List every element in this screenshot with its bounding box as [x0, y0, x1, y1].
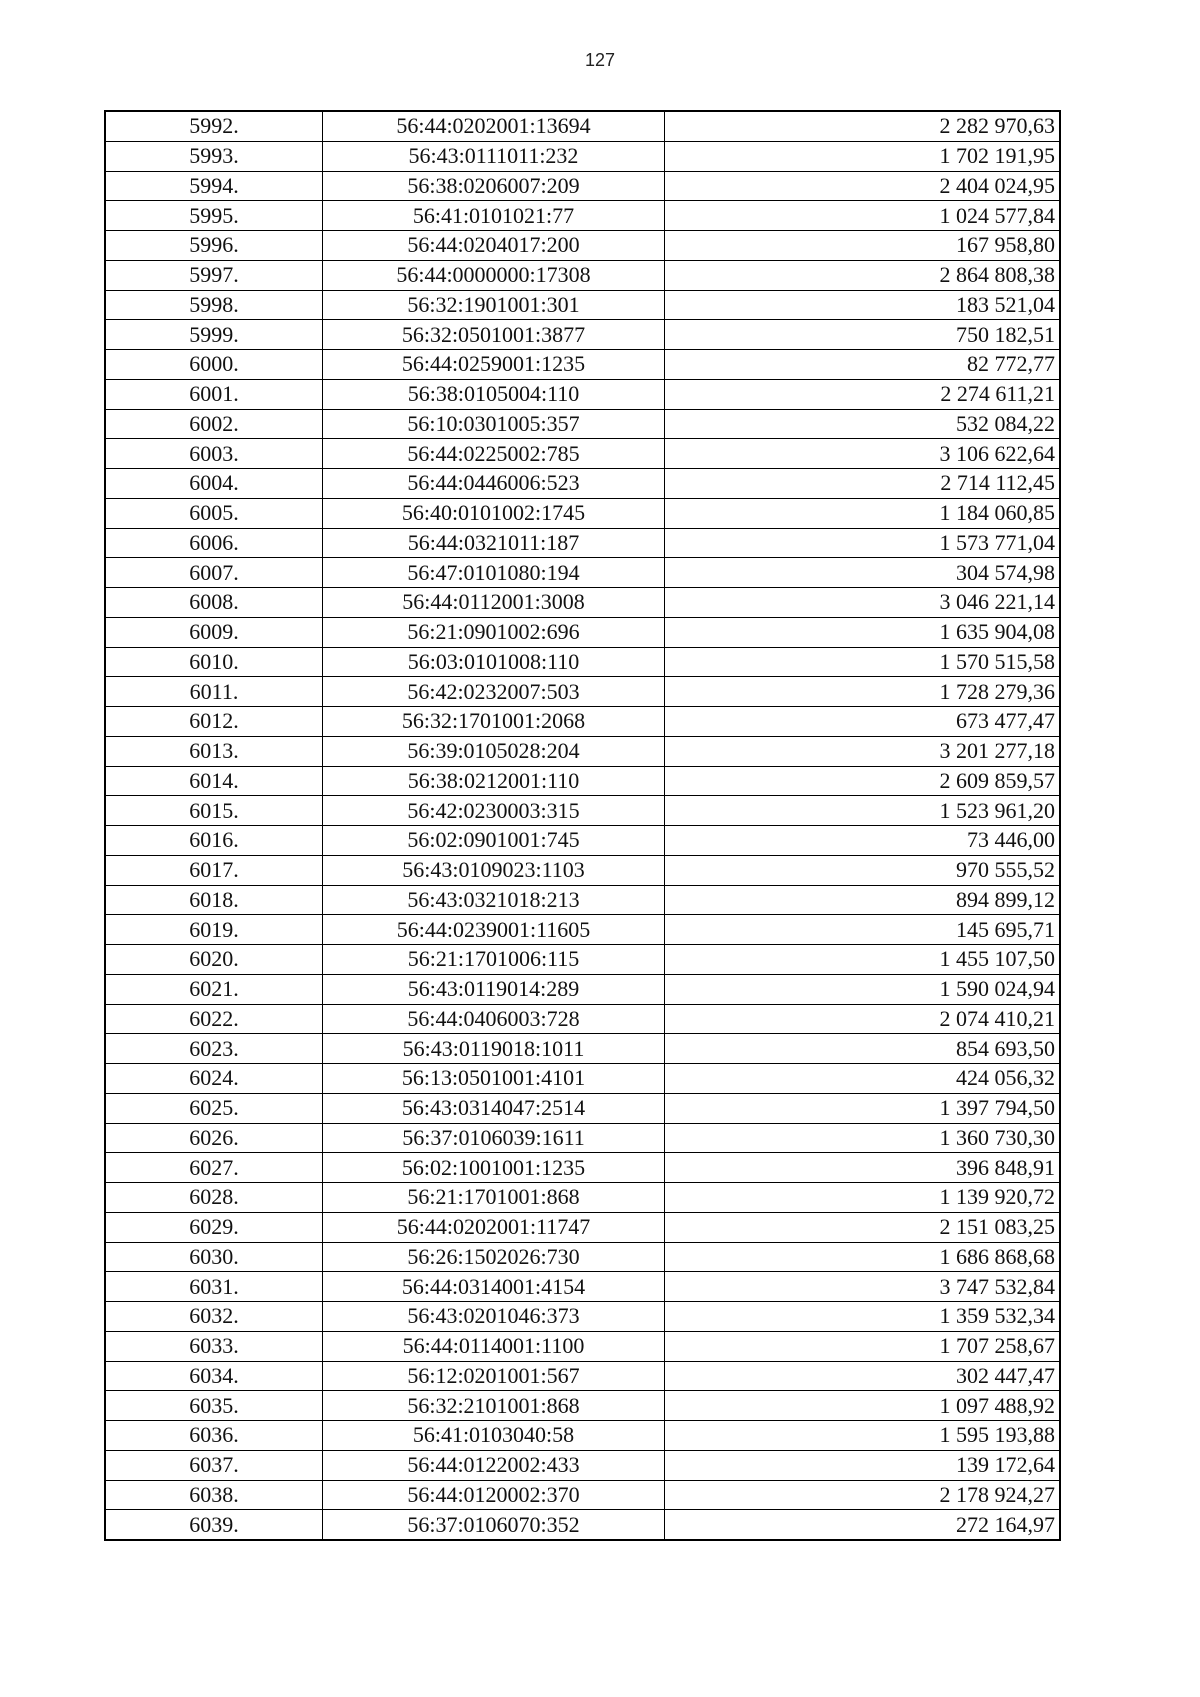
table-body [105, 111, 1060, 1540]
cadastral-value-cell: 424 056,32 [665, 1064, 1061, 1094]
row-number-cell: 6027. [105, 1153, 323, 1183]
table-row [105, 1064, 1060, 1094]
cadastral-value-cell: 1 024 577,84 [665, 201, 1061, 231]
cadastral-number-cell: 56:02:0901001:745 [323, 826, 665, 856]
cadastral-number-cell: 56:12:0201001:567 [323, 1361, 665, 1391]
cadastral-number-cell: 56:44:0314001:4154 [323, 1272, 665, 1302]
table-row [105, 1302, 1060, 1332]
row-number-cell: 5996. [105, 231, 323, 261]
table-row [105, 260, 1060, 290]
row-number-cell: 5998. [105, 290, 323, 320]
table-row [105, 945, 1060, 975]
row-number-cell: 6036. [105, 1421, 323, 1451]
table-row [105, 171, 1060, 201]
row-number-cell: 6019. [105, 915, 323, 945]
table-row [105, 439, 1060, 469]
table-row [105, 1004, 1060, 1034]
cadastral-number-cell: 56:43:0109023:1103 [323, 855, 665, 885]
cadastral-value-cell: 2 714 112,45 [665, 469, 1061, 499]
row-number-cell: 6013. [105, 736, 323, 766]
cadastral-value-cell: 1 635 904,08 [665, 617, 1061, 647]
table-row [105, 350, 1060, 380]
table-row [105, 1480, 1060, 1510]
cadastral-number-cell: 56:43:0201046:373 [323, 1302, 665, 1332]
cadastral-number-cell: 56:21:1701006:115 [323, 945, 665, 975]
cadastral-value-cell: 2 282 970,63 [665, 111, 1061, 141]
cadastral-value-cell: 1 397 794,50 [665, 1093, 1061, 1123]
cadastral-number-cell: 56:38:0105004:110 [323, 379, 665, 409]
page-number: 127 [584, 50, 616, 70]
row-number-cell: 6032. [105, 1302, 323, 1332]
cadastral-number-cell: 56:38:0212001:110 [323, 766, 665, 796]
row-number-cell: 6007. [105, 558, 323, 588]
row-number-cell: 6024. [105, 1064, 323, 1094]
cadastral-value-cell: 145 695,71 [665, 915, 1061, 945]
cadastral-number-cell: 56:21:1701001:868 [323, 1183, 665, 1213]
row-number-cell: 6010. [105, 647, 323, 677]
cadastral-number-cell: 56:38:0206007:209 [323, 171, 665, 201]
table-row [105, 320, 1060, 350]
table-row [105, 617, 1060, 647]
table-row [105, 736, 1060, 766]
row-number-cell: 6031. [105, 1272, 323, 1302]
table-row [105, 1331, 1060, 1361]
table-row [105, 111, 1060, 141]
cadastral-number-cell: 56:43:0119018:1011 [323, 1034, 665, 1064]
cadastral-number-cell: 56:44:0202001:11747 [323, 1212, 665, 1242]
cadastral-value-cell: 167 958,80 [665, 231, 1061, 261]
table-row [105, 855, 1060, 885]
cadastral-number-cell: 56:32:0501001:3877 [323, 320, 665, 350]
row-number-cell: 6034. [105, 1361, 323, 1391]
table-row [105, 1421, 1060, 1451]
table-row [105, 647, 1060, 677]
cadastral-number-cell: 56:44:0321011:187 [323, 528, 665, 558]
cadastral-number-cell: 56:37:0106039:1611 [323, 1123, 665, 1153]
row-number-cell: 6000. [105, 350, 323, 380]
cadastral-number-cell: 56:13:0501001:4101 [323, 1064, 665, 1094]
cadastral-value-cell: 1 590 024,94 [665, 974, 1061, 1004]
row-number-cell: 6020. [105, 945, 323, 975]
cadastral-number-cell: 56:43:0314047:2514 [323, 1093, 665, 1123]
table-row [105, 1391, 1060, 1421]
cadastral-value-cell: 3 747 532,84 [665, 1272, 1061, 1302]
cadastral-number-cell: 56:44:0000000:17308 [323, 260, 665, 290]
table-row [105, 558, 1060, 588]
cadastral-number-cell: 56:41:0103040:58 [323, 1421, 665, 1451]
cadastral-value-cell: 2 151 083,25 [665, 1212, 1061, 1242]
cadastral-value-cell: 304 574,98 [665, 558, 1061, 588]
row-number-cell: 6002. [105, 409, 323, 439]
table-row [105, 1242, 1060, 1272]
table-row [105, 974, 1060, 1004]
table-row [105, 498, 1060, 528]
cadastral-value-cell: 2 609 859,57 [665, 766, 1061, 796]
cadastral-number-cell: 56:43:0321018:213 [323, 885, 665, 915]
table-row [105, 201, 1060, 231]
table-row [105, 588, 1060, 618]
cadastral-number-cell: 56:32:1901001:301 [323, 290, 665, 320]
cadastral-value-cell: 1 184 060,85 [665, 498, 1061, 528]
cadastral-value-cell: 2 178 924,27 [665, 1480, 1061, 1510]
table-row [105, 409, 1060, 439]
cadastral-number-cell: 56:42:0232007:503 [323, 677, 665, 707]
row-number-cell: 6030. [105, 1242, 323, 1272]
cadastral-value-cell: 272 164,97 [665, 1510, 1061, 1540]
cadastral-number-cell: 56:44:0446006:523 [323, 469, 665, 499]
table-row [105, 707, 1060, 737]
cadastral-number-cell: 56:02:1001001:1235 [323, 1153, 665, 1183]
cadastral-number-cell: 56:42:0230003:315 [323, 796, 665, 826]
cadastral-value-cell: 1 570 515,58 [665, 647, 1061, 677]
cadastral-value-cell: 3 201 277,18 [665, 736, 1061, 766]
table-row [105, 885, 1060, 915]
cadastral-number-cell: 56:26:1502026:730 [323, 1242, 665, 1272]
table-row [105, 1123, 1060, 1153]
cadastral-value-cell: 894 899,12 [665, 885, 1061, 915]
row-number-cell: 6009. [105, 617, 323, 647]
cadastral-value-cell: 1 686 868,68 [665, 1242, 1061, 1272]
cadastral-value-cell: 970 555,52 [665, 855, 1061, 885]
row-number-cell: 6004. [105, 469, 323, 499]
cadastral-number-cell: 56:44:0114001:1100 [323, 1331, 665, 1361]
table-row [105, 1183, 1060, 1213]
row-number-cell: 6008. [105, 588, 323, 618]
cadastral-value-cell: 302 447,47 [665, 1361, 1061, 1391]
cadastral-number-cell: 56:44:0122002:433 [323, 1450, 665, 1480]
row-number-cell: 6025. [105, 1093, 323, 1123]
row-number-cell: 5993. [105, 141, 323, 171]
cadastral-number-cell: 56:21:0901002:696 [323, 617, 665, 647]
cadastral-value-cell: 1 359 532,34 [665, 1302, 1061, 1332]
row-number-cell: 6003. [105, 439, 323, 469]
row-number-cell: 6015. [105, 796, 323, 826]
table-row [105, 231, 1060, 261]
row-number-cell: 5992. [105, 111, 323, 141]
cadastral-number-cell: 56:44:0120002:370 [323, 1480, 665, 1510]
cadastral-number-cell: 56:44:0259001:1235 [323, 350, 665, 380]
cadastral-value-cell: 2 404 024,95 [665, 171, 1061, 201]
row-number-cell: 6005. [105, 498, 323, 528]
table-row [105, 1272, 1060, 1302]
row-number-cell: 6022. [105, 1004, 323, 1034]
table-row [105, 290, 1060, 320]
cadastral-number-cell: 56:44:0202001:13694 [323, 111, 665, 141]
row-number-cell: 6001. [105, 379, 323, 409]
table-row [105, 379, 1060, 409]
cadastral-number-cell: 56:44:0406003:728 [323, 1004, 665, 1034]
cadastral-number-cell: 56:43:0119014:289 [323, 974, 665, 1004]
table-row [105, 141, 1060, 171]
cadastral-value-cell: 2 864 808,38 [665, 260, 1061, 290]
table-row [105, 1510, 1060, 1540]
row-number-cell: 6023. [105, 1034, 323, 1064]
cadastral-value-cell: 1 360 730,30 [665, 1123, 1061, 1153]
cadastral-value-cell: 1 573 771,04 [665, 528, 1061, 558]
table-row [105, 1212, 1060, 1242]
row-number-cell: 6026. [105, 1123, 323, 1153]
cadastral-value-cell: 532 084,22 [665, 409, 1061, 439]
row-number-cell: 6011. [105, 677, 323, 707]
row-number-cell: 6038. [105, 1480, 323, 1510]
cadastral-value-cell: 1 097 488,92 [665, 1391, 1061, 1421]
row-number-cell: 5997. [105, 260, 323, 290]
row-number-cell: 6035. [105, 1391, 323, 1421]
row-number-cell: 6021. [105, 974, 323, 1004]
cadastral-value-cell: 1 707 258,67 [665, 1331, 1061, 1361]
row-number-cell: 5995. [105, 201, 323, 231]
cadastral-number-cell: 56:44:0239001:11605 [323, 915, 665, 945]
table-row [105, 826, 1060, 856]
row-number-cell: 6014. [105, 766, 323, 796]
row-number-cell: 6039. [105, 1510, 323, 1540]
table-row [105, 1361, 1060, 1391]
cadastral-value-cell: 1 728 279,36 [665, 677, 1061, 707]
cadastral-number-cell: 56:47:0101080:194 [323, 558, 665, 588]
cadastral-number-cell: 56:03:0101008:110 [323, 647, 665, 677]
row-number-cell: 5999. [105, 320, 323, 350]
row-number-cell: 6018. [105, 885, 323, 915]
cadastral-value-cell: 139 172,64 [665, 1450, 1061, 1480]
table-row [105, 766, 1060, 796]
cadastral-value-cell: 2 274 611,21 [665, 379, 1061, 409]
cadastral-value-cell: 183 521,04 [665, 290, 1061, 320]
cadastral-number-cell: 56:32:2101001:868 [323, 1391, 665, 1421]
cadastral-number-cell: 56:10:0301005:357 [323, 409, 665, 439]
table-row [105, 469, 1060, 499]
cadastral-value-cell: 2 074 410,21 [665, 1004, 1061, 1034]
cadastral-number-cell: 56:40:0101002:1745 [323, 498, 665, 528]
cadastral-number-cell: 56:32:1701001:2068 [323, 707, 665, 737]
table-row [105, 1034, 1060, 1064]
cadastral-number-cell: 56:43:0111011:232 [323, 141, 665, 171]
cadastral-value-cell: 1 595 193,88 [665, 1421, 1061, 1451]
cadastral-value-table [104, 110, 1061, 1541]
cadastral-number-cell: 56:44:0204017:200 [323, 231, 665, 261]
row-number-cell: 6033. [105, 1331, 323, 1361]
cadastral-value-cell: 3 106 622,64 [665, 439, 1061, 469]
table-row [105, 1153, 1060, 1183]
cadastral-number-cell: 56:44:0225002:785 [323, 439, 665, 469]
cadastral-value-cell: 396 848,91 [665, 1153, 1061, 1183]
row-number-cell: 6017. [105, 855, 323, 885]
cadastral-value-cell: 73 446,00 [665, 826, 1061, 856]
cadastral-value-cell: 82 772,77 [665, 350, 1061, 380]
table-row [105, 1093, 1060, 1123]
cadastral-value-cell: 1 523 961,20 [665, 796, 1061, 826]
cadastral-value-cell: 673 477,47 [665, 707, 1061, 737]
row-number-cell: 6006. [105, 528, 323, 558]
cadastral-number-cell: 56:37:0106070:352 [323, 1510, 665, 1540]
table-row [105, 677, 1060, 707]
table-row [105, 915, 1060, 945]
cadastral-number-cell: 56:39:0105028:204 [323, 736, 665, 766]
row-number-cell: 6016. [105, 826, 323, 856]
cadastral-number-cell: 56:41:0101021:77 [323, 201, 665, 231]
row-number-cell: 6029. [105, 1212, 323, 1242]
table-row [105, 1450, 1060, 1480]
cadastral-value-cell: 750 182,51 [665, 320, 1061, 350]
cadastral-value-cell: 854 693,50 [665, 1034, 1061, 1064]
row-number-cell: 6028. [105, 1183, 323, 1213]
cadastral-number-cell: 56:44:0112001:3008 [323, 588, 665, 618]
row-number-cell: 6037. [105, 1450, 323, 1480]
cadastral-value-cell: 1 139 920,72 [665, 1183, 1061, 1213]
row-number-cell: 5994. [105, 171, 323, 201]
cadastral-value-cell: 3 046 221,14 [665, 588, 1061, 618]
cadastral-value-cell: 1 455 107,50 [665, 945, 1061, 975]
row-number-cell: 6012. [105, 707, 323, 737]
table-row [105, 528, 1060, 558]
cadastral-value-cell: 1 702 191,95 [665, 141, 1061, 171]
table-row [105, 796, 1060, 826]
